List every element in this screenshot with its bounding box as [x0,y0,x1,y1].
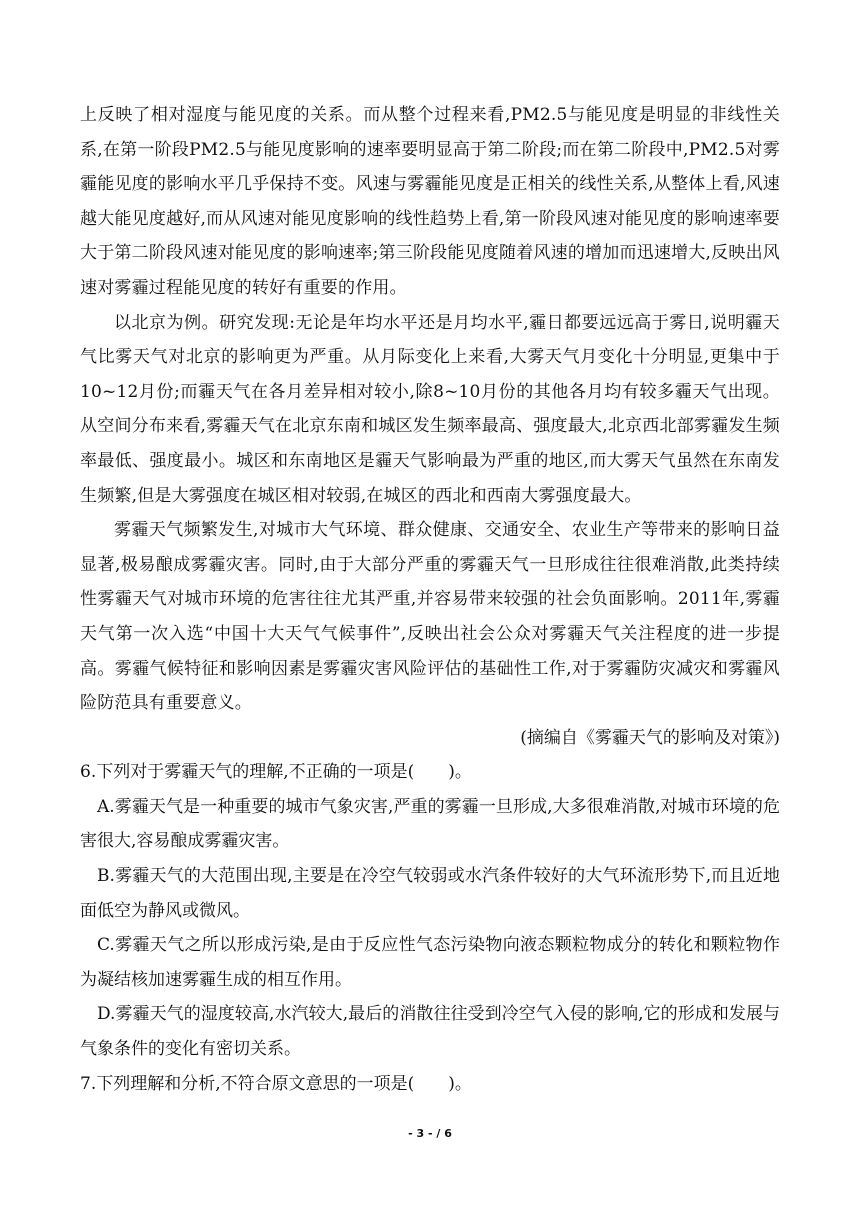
option-d: D.雾霾天气的湿度较高,水汽较大,最后的消散往往受到冷空气入侵的影响,它的形成和发展与气象条件的变化有密切关系。 [80,1004,780,1060]
document-page [80,98,780,1101]
option-b: B.雾霾天气的大范围出现,主要是在冷空气较弱或水汽条件较好的大气环流形势下,而且近地面低空为静风或微风。 [80,866,780,921]
question-6 [80,755,780,1066]
question-stem: 6.下列对于雾霾天气的理解,不正确的一项是( )。 [80,762,472,783]
question-stem: 7.下列理解和分析,不符合原文意思的一项是( )。 [80,1073,472,1094]
passage-source: (摘编自《雾霾天气的影响及对策》) [520,727,780,748]
passage-paragraph-1: 上反映了相对湿度与能见度的关系。而从整个过程来看,PM2.5与能见度是明显的非线性关系,在第一阶段PM2.5与能见度影响的速率要明显高于第二阶段;而在第二阶段中,PM2.5对雾霾能见度的影响水平几乎保持不变。风速与雾霾能见度是正相关的线性关系,从整体上看,风速越大能见度越好,而从风速对能见度影响的线性趋势上看,第一阶段风速对能见度的影响速率要大于第二阶段风速对能见度的影响速率;第三阶段能见度随着风速的增加而迅速增大,反映出风速对雾霾过程能见度的转好有重要的作用。 [80,105,780,298]
passage-paragraph-3: 雾霾天气频繁发生,对城市大气环境、群众健康、交通安全、农业生产等带来的影响日益显著,极易酿成雾霾灾害。同时,由于大部分严重的雾霾天气一旦形成往往很难消散,此类持续性雾霾天气对城市环境的危害往往尤其严重,并容易带来较强的社会负面影响。2011年,雾霾天气第一次入选“中国十大天气气候事件”,反映出社会公众对雾霾天气关注程度的进一步提高。雾霾气候特征和影响因素是雾霾灾害风险评估的基础性工作,对于雾霾防灾减灾和雾霾风险防范具有重要意义。 [80,520,780,714]
question-7 [80,1067,780,1102]
page-number: - 3 - / 6 [408,1127,452,1140]
option-a: A.雾霾天气是一种重要的城市气象灾害,严重的雾霾一旦形成,大多很难消散,对城市环境的危害很大,容易酿成雾霾灾害。 [80,796,780,852]
option-c: C.雾霾天气之所以形成污染,是由于反应性气态污染物向液态颗粒物成分的转化和颗粒物作为凝结核加速雾霾生成的相互作用。 [80,935,780,990]
passage-paragraph-2: 以北京为例。研究发现:无论是年均水平还是月均水平,霾日都要远远高于雾日,说明霾天气比雾天气对北京的影响更为严重。从月际变化上来看,大雾天气月变化十分明显,更集中于10~12月份;而霾天气在各月差异相对较小,除8~10月份的其他各月均有较多霾天气出现。从空间分布来看,雾霾天气在北京东南和城区发生频率最高、强度最大,北京西北部雾霾发生频率最低、强度最小。城区和东南地区是霾天气影响最为严重的地区,而大雾天气虽然在东南发生频繁,但是大雾强度在城区相对较弱,在城区的西北和西南大雾强度最大。 [80,312,780,506]
